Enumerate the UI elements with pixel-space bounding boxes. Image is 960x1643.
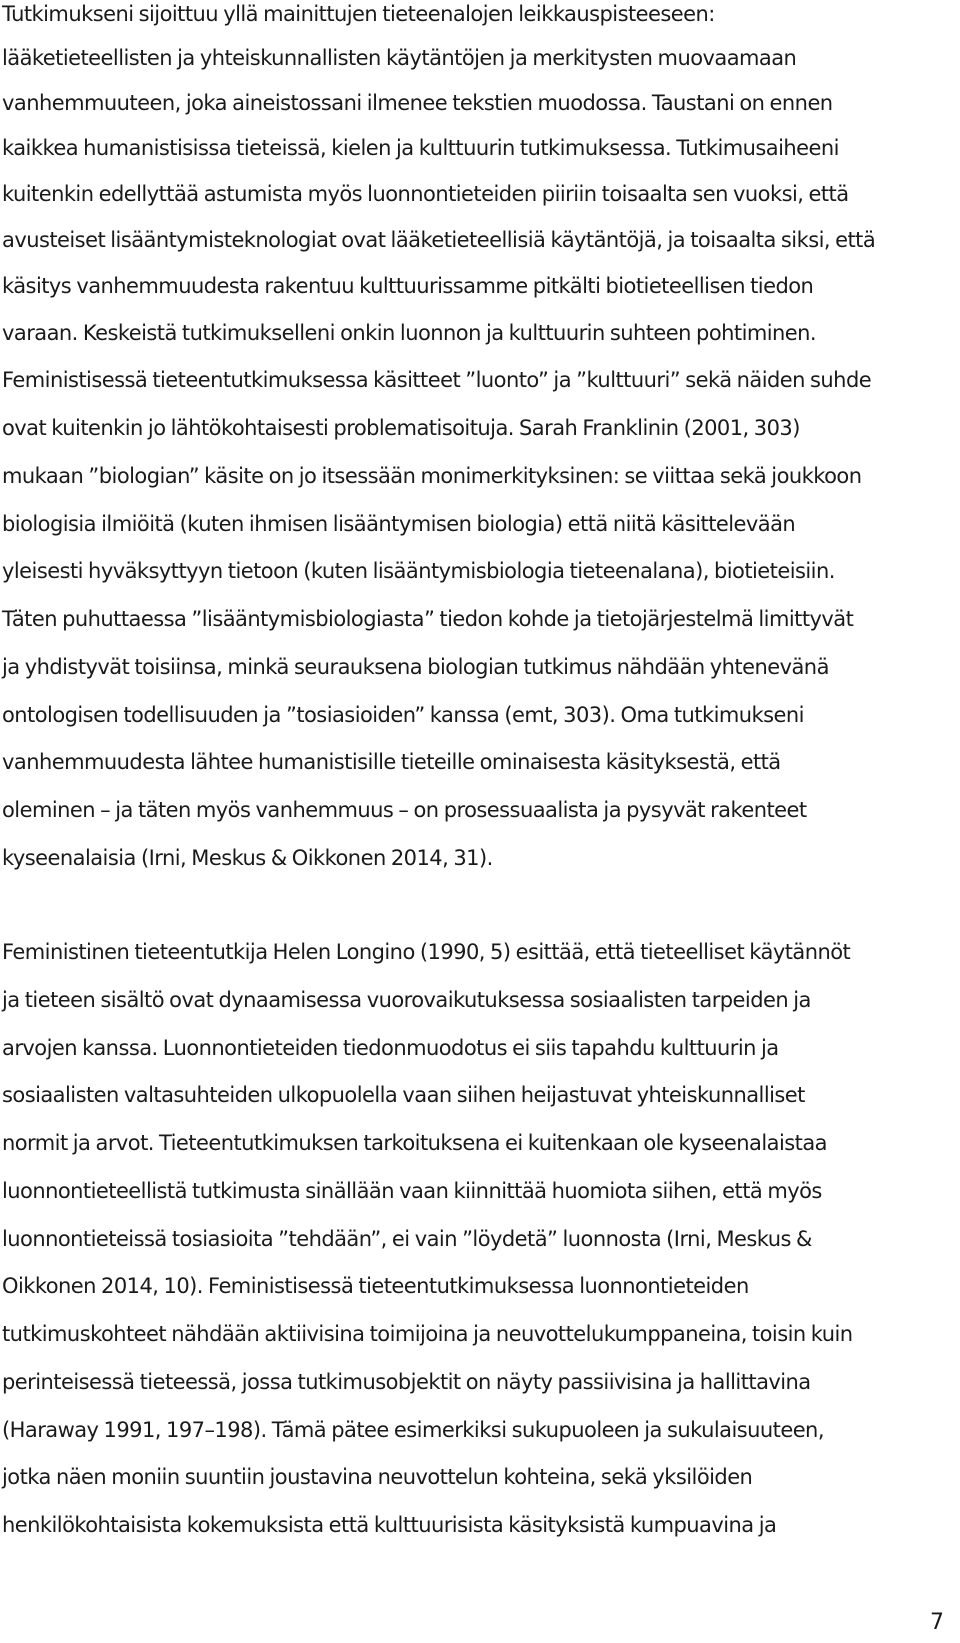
text-line: luonnontieteissä tosiasioita ”tehdään”, ei vain ”löydetä” luonnosta (Irni, Meskus & — [2, 1227, 812, 1251]
text-line: jotka näen moniin suuntiin joustavina neuvottelun kohteina, sekä yksilöiden — [2, 1465, 753, 1489]
text-line: arvojen kanssa. Luonnontieteiden tiedonmuodotus ei siis tapahdu kulttuurin ja — [2, 1036, 779, 1060]
text-line: perinteisessä tieteessä, jossa tutkimusobjektit on näyty passiivisina ja hallittavina — [2, 1370, 811, 1394]
text-line: normit ja arvot. Tieteentutkimuksen tarkoituksena ei kuitenkaan ole kyseenalaistaa — [2, 1131, 827, 1155]
text-line: vanhemmuudesta lähtee humanistisille tieteille ominaisesta käsityksestä, että — [2, 750, 781, 774]
text-line: vanhemmuuteen, joka aineistossani ilmenee tekstien muodossa. Taustani on ennen — [2, 91, 833, 115]
text-line: avusteiset lisääntymisteknologiat ovat lääketieteellisiä käytäntöjä, ja toisaalta siksi, että — [2, 228, 876, 252]
text-line: Feministisessä tieteentutkimuksessa käsitteet ”luonto” ja ”kulttuuri” sekä näiden suhde — [2, 368, 872, 392]
text-line: lääketieteellisten ja yhteiskunnallisten käytäntöjen ja merkitysten muovaamaan — [2, 46, 797, 70]
text-line: yleisesti hyväksyttyyn tietoon (kuten lisääntymisbiologia tieteenalana), biotieteisiin. — [2, 559, 835, 583]
text-line: kaikkea humanistisissa tieteissä, kielen ja kulttuurin tutkimuksessa. Tutkimusaiheeni — [2, 136, 839, 160]
text-line: kyseenalaisia (Irni, Meskus & Oikkonen 2014, 31). — [2, 846, 493, 870]
text-line: Tutkimukseni sijoittuu yllä mainittujen tieteenalojen leikkauspisteeseen: — [2, 2, 715, 26]
text-line: käsitys vanhemmuudesta rakentuu kulttuurissamme pitkälti biotieteellisen tiedon — [2, 274, 814, 298]
text-line: tutkimuskohteet nähdään aktiivisina toimijoina ja neuvottelukumppaneina, toisin kuin — [2, 1322, 853, 1346]
text-line: biologisia ilmiöitä (kuten ihmisen lisääntymisen biologia) että niitä käsittelevään — [2, 512, 796, 536]
text-line: ja yhdistyvät toisiinsa, minkä seurauksena biologian tutkimus nähdään yhtenevänä — [2, 655, 829, 679]
text-line: Feministinen tieteentutkija Helen Longino (1990, 5) esittää, että tieteelliset käytännöt — [2, 940, 851, 964]
text-line: Oikkonen 2014, 10). Feministisessä tieteentutkimuksessa luonnontieteiden — [2, 1274, 749, 1298]
text-line: mukaan ”biologian” käsite on jo itsessään monimerkityksinen: se viittaa sekä joukkoon — [2, 464, 862, 488]
text-line: ontologisen todellisuuden ja ”tosiasioiden” kanssa (emt, 303). Oma tutkimukseni — [2, 703, 804, 727]
page-number: 7 — [930, 1610, 944, 1635]
text-line: luonnontieteellistä tutkimusta sinällään vaan kiinnittää huomiota siihen, että myös — [2, 1179, 822, 1203]
text-line: henkilökohtaisista kokemuksista että kulttuurisista käsityksistä kumpuavina ja — [2, 1513, 777, 1537]
text-line: ovat kuitenkin jo lähtökohtaisesti problematisoituja. Sarah Franklinin (2001, 303) — [2, 416, 800, 440]
text-line: ja tieteen sisältö ovat dynaamisessa vuorovaikutuksessa sosiaalisten tarpeiden ja — [2, 988, 811, 1012]
text-line: Täten puhuttaessa ”lisääntymisbiologiasta” tiedon kohde ja tietojärjestelmä limittyvät — [2, 607, 854, 631]
text-line: kuitenkin edellyttää astumista myös luonnontieteiden piiriin toisaalta sen vuoksi, että — [2, 182, 849, 206]
text-line: sosiaalisten valtasuhteiden ulkopuolella vaan siihen heijastuvat yhteiskunnalliset — [2, 1083, 805, 1107]
text-line: oleminen – ja täten myös vanhemmuus – on prosessuaalista ja pysyvät rakenteet — [2, 798, 807, 822]
text-line: (Haraway 1991, 197–198). Tämä pätee esimerkiksi sukupuoleen ja sukulaisuuteen, — [2, 1418, 824, 1442]
text-line: varaan. Keskeistä tutkimukselleni onkin luonnon ja kulttuurin suhteen pohtiminen. — [2, 321, 817, 345]
